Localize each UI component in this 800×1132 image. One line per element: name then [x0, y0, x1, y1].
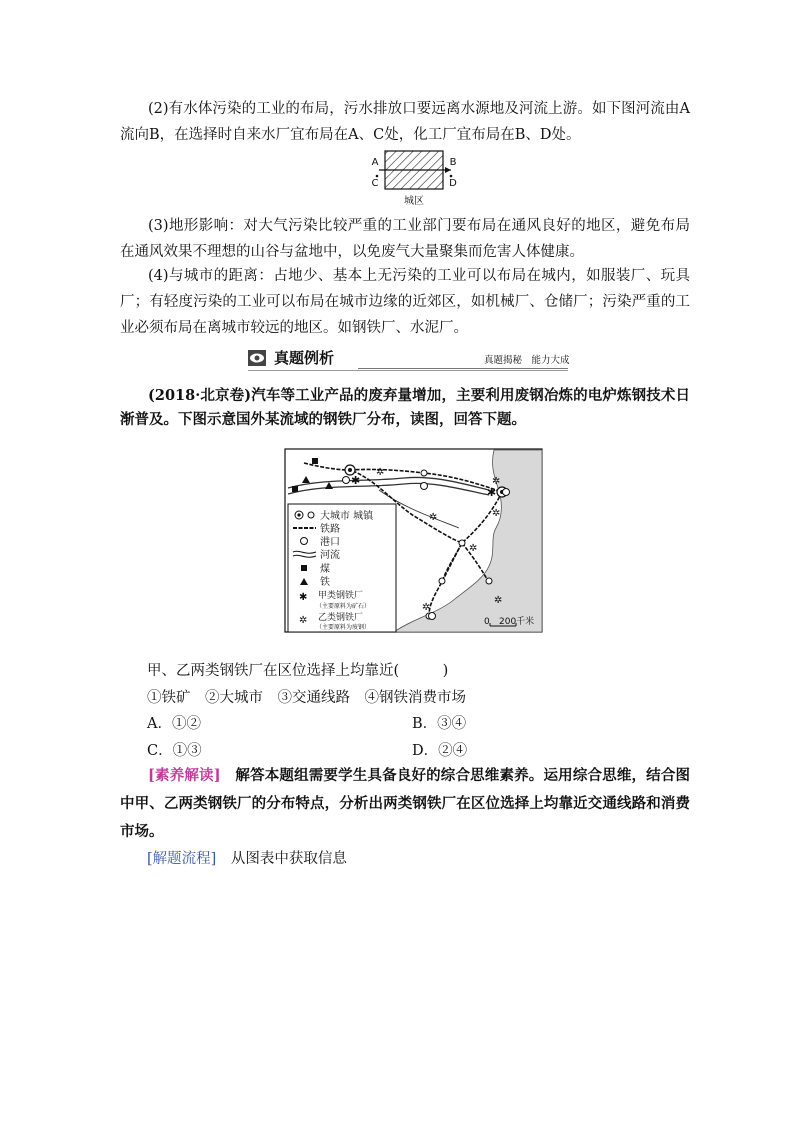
analysis-tag: [素养解读]: [148, 767, 221, 784]
steel-b-marker: ✲: [469, 543, 478, 554]
coal-marker: [292, 486, 298, 492]
label-c: C: [371, 178, 379, 189]
label-d: D: [449, 178, 457, 189]
section-rule: [358, 368, 568, 369]
steel-a-marker: ✱: [487, 486, 497, 499]
paragraph-distance: (4)与城市的距离：占地少、基本上无污染的工业可以布局在城内，如服装厂、玩具厂；有轻度污染的工业可以布局在城市边缘的近郊区，如机械厂、仓储厂；污染严重的工业必须布局在离城市较远的地区。如钢铁厂、水泥厂。: [120, 268, 690, 336]
flow-text: 从图表中获取信息: [230, 851, 347, 867]
label-b: B: [449, 157, 457, 168]
svg-text:乙类钢铁厂: 乙类钢铁厂: [318, 613, 364, 623]
section-title: 真题例析: [274, 349, 335, 367]
town-marker: [486, 578, 492, 584]
svg-text:✲: ✲: [299, 615, 308, 626]
steel-b-marker: ✲: [492, 508, 501, 519]
analysis-text: 解答本题组需要学生具备良好的综合思维素养。运用综合思维，结合图中甲、乙两类钢铁厂的分布特点，分析出两类钢铁厂在区位选择上均靠近交通线路和消费市场。: [120, 767, 690, 840]
svg-text:200千米: 200千米: [499, 617, 535, 627]
steel-b-marker: ✲: [422, 602, 431, 613]
coal-marker: [312, 458, 318, 464]
port-marker: [421, 483, 428, 490]
town-marker: [439, 578, 445, 584]
option-c[interactable]: C．①③: [147, 743, 202, 759]
option-a[interactable]: A．①②: [147, 716, 201, 732]
question-stem: 甲、乙两类钢铁厂在区位选择上均靠近( ): [147, 663, 449, 679]
analysis-block: [120, 762, 690, 846]
town-marker: [459, 540, 465, 546]
eye-icon: [248, 350, 266, 366]
port-marker: [343, 477, 350, 484]
town-marker: [421, 470, 427, 476]
svg-text:大城市 城镇: 大城市 城镇: [320, 511, 374, 522]
svg-text:甲类钢铁厂: 甲类钢铁厂: [318, 591, 364, 601]
question-intro: (2018·北京卷)汽车等工业产品的废弃量增加，主要利用废钢冶炼的电炉炼钢技术日渐普及。下图示意国外某流域的钢铁厂分布，读图，回答下题。: [120, 387, 690, 428]
section-subtitle: 真题揭秘 能力大成: [484, 355, 570, 366]
option-d[interactable]: D．②④: [412, 743, 468, 759]
svg-text:港口: 港口: [320, 537, 340, 548]
steel-b-marker: ✲: [492, 476, 501, 487]
svg-text:煤: 煤: [320, 564, 330, 575]
paragraph-terrain: (3)地形影响：对大气污染比较严重的工业部门要布局在通风良好的地区，避免布局在通风效果不理想的山谷与盆地中，以免废气大量聚集而危害人体健康。: [120, 218, 690, 260]
solution-flow: [147, 848, 347, 870]
steel-b-marker: ✲: [376, 467, 385, 478]
port-marker: [503, 489, 510, 496]
svg-text:河流: 河流: [320, 550, 340, 561]
svg-text:铁: 铁: [320, 577, 330, 588]
steel-b-marker: ✲: [429, 512, 438, 523]
question-items: ①铁矿 ②大城市 ③交通线路 ④钢铁消费市场: [147, 690, 466, 706]
svg-text:（主要原料为废钢）: （主要原料为废钢）: [316, 624, 371, 631]
port-marker: [429, 613, 436, 620]
paragraph-water-pollution: (2)有水体污染的工业的布局，污水排放口要远离水源地及河流上游。如下图河流由A流向B，在选择时自来水厂宜布局在A、C处，化工厂宜布局在B、D处。: [120, 101, 690, 143]
label-a: A: [371, 157, 379, 168]
river-diagram: [365, 148, 465, 208]
svg-text:✱: ✱: [299, 592, 308, 603]
option-b[interactable]: B．③④: [412, 716, 467, 732]
diagram-caption: 城区: [404, 196, 424, 207]
flow-tag: [解题流程]: [147, 851, 217, 867]
section-header: [248, 348, 568, 370]
steel-b-marker: ✲: [494, 595, 503, 606]
svg-text:0: 0: [484, 617, 490, 627]
steel-plant-map: [284, 448, 544, 634]
steel-a-marker: ✱: [351, 474, 361, 487]
svg-text:（主要原料为矿石）: （主要原料为矿石）: [316, 603, 371, 610]
svg-text:铁路: 铁路: [320, 524, 340, 535]
